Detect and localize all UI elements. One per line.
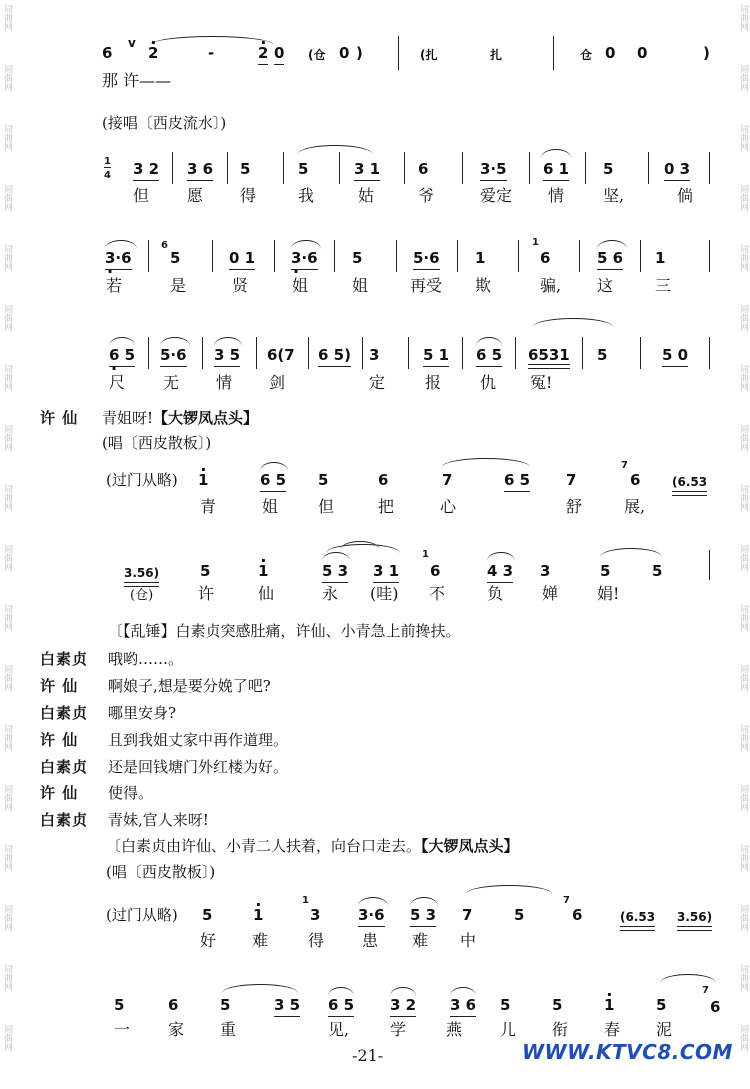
note: 5	[202, 906, 213, 924]
note: 3	[540, 562, 551, 580]
slur	[326, 544, 400, 553]
interlude-note: (过门从略)	[106, 471, 178, 489]
lyric: 再受	[410, 276, 443, 295]
barline	[529, 152, 530, 184]
speaker: 许 仙	[40, 677, 79, 695]
note: 3 1	[354, 160, 381, 178]
note: 5	[114, 996, 125, 1014]
slur	[260, 462, 288, 471]
time-sig-bottom: 4	[104, 170, 111, 181]
slur	[390, 987, 416, 996]
lyric: 姑	[358, 186, 375, 205]
lyric: 无	[163, 373, 180, 392]
speaker: 许 仙	[40, 784, 79, 802]
lyric: 情	[216, 373, 233, 392]
grace-note: 1	[302, 895, 309, 906]
note: 3.56)	[677, 910, 713, 924]
lyrics: 那 许——	[102, 71, 172, 90]
watermark-text: 词曲网	[2, 964, 12, 991]
watermark-text: 词曲网	[738, 424, 748, 451]
watermark-text: 词曲网	[2, 424, 12, 451]
speaker: 白素贞	[40, 811, 89, 829]
note: 3·5	[480, 160, 507, 178]
note: 6	[102, 44, 113, 62]
lyric: 爷	[418, 186, 435, 205]
note: 6 5	[504, 471, 531, 489]
stage-direction-text: 〔白素贞由许仙、小青二人扶着，向台口走去。	[106, 837, 422, 855]
lyric: 仇	[480, 373, 497, 392]
lyric: 但	[133, 186, 150, 205]
note: 3 1	[373, 562, 400, 580]
watermark-text: 词曲网	[738, 784, 748, 811]
dialogue-line: 还是回钱塘门外红楼为好。	[108, 758, 289, 776]
barline	[582, 337, 583, 369]
lyric: 永	[322, 584, 339, 603]
tempo-marking: (接唱〔西皮流水〕)	[102, 114, 227, 132]
note: 5	[352, 249, 363, 267]
lyric: 不	[429, 584, 446, 603]
note: 6 1	[543, 160, 570, 178]
note: 6 5	[328, 996, 355, 1014]
watermark-text: 词曲网	[2, 904, 12, 931]
dialogue-line: 使得。	[108, 784, 154, 802]
lyric: 负	[487, 584, 504, 603]
slur	[597, 240, 627, 249]
dialogue-line: 青妹,官人来呀!	[108, 811, 209, 829]
lyric: 展,	[624, 497, 646, 516]
grace-note: 7	[621, 460, 628, 471]
page-number: -21-	[352, 1046, 384, 1065]
slur	[466, 885, 552, 894]
note: 6	[378, 471, 389, 489]
time-sig-top: 1	[104, 156, 111, 167]
note: 3 5	[274, 996, 301, 1014]
lyric: 衔	[552, 1020, 569, 1039]
lyric: 这	[597, 276, 614, 295]
note: 7	[462, 906, 473, 924]
note: 6	[572, 906, 583, 924]
stage-direction: 〔【乱锤】白素贞突感肚痛，许仙、小青急上前搀扶。	[108, 622, 461, 640]
note: 5	[298, 160, 309, 178]
left-watermark-strip	[0, 0, 14, 1089]
watermark-text: 词曲网	[738, 124, 748, 151]
grace-note: 7	[702, 985, 709, 996]
note: · 2	[148, 44, 158, 62]
lyric: 患	[362, 931, 379, 950]
lyric: 青	[200, 497, 217, 516]
watermark-text: 词曲网	[738, 4, 748, 31]
percussion: (仓	[308, 48, 326, 62]
barline	[462, 152, 463, 184]
barline	[283, 152, 284, 184]
note: 6	[540, 249, 551, 267]
lyric: 泥	[656, 1020, 673, 1039]
percussion-cue: 【大锣凤点头】	[153, 409, 259, 427]
right-watermark-strip	[736, 0, 750, 1089]
tempo-marking: (唱〔西皮散板〕)	[106, 863, 216, 881]
note: 6	[630, 471, 641, 489]
lyric: 把	[378, 497, 395, 516]
slur	[328, 987, 354, 996]
note: 5	[656, 996, 667, 1014]
note: 5	[600, 562, 611, 580]
barline	[515, 337, 516, 369]
lyric: 仙	[258, 584, 275, 603]
lyric: 坚,	[603, 186, 625, 205]
note: -	[208, 44, 215, 62]
note: 5 0	[662, 346, 689, 364]
dialogue-line: 哦哟……。	[108, 650, 184, 668]
watermark-text: 词曲网	[738, 904, 748, 931]
lyric: 心	[440, 497, 457, 516]
paren: )	[356, 44, 363, 62]
watermark-text: 词曲网	[738, 364, 748, 391]
barline	[408, 337, 409, 369]
grace-note: 6	[161, 240, 168, 251]
note: (6.53	[620, 910, 656, 924]
slur	[450, 987, 476, 996]
lyric: 骗,	[540, 276, 562, 295]
watermark-text: 词曲网	[738, 844, 748, 871]
note: · 2	[258, 44, 268, 62]
watermark-text: 词曲网	[2, 604, 12, 631]
watermark-text: 词曲网	[2, 1024, 12, 1051]
watermark-text: 词曲网	[2, 784, 12, 811]
watermark-text: 词曲网	[738, 484, 748, 511]
lyric: 剑	[269, 373, 286, 392]
speaker: 白素贞	[40, 704, 89, 722]
barline	[709, 240, 710, 272]
slur	[150, 36, 274, 45]
barline	[227, 152, 228, 184]
note: 5	[240, 160, 251, 178]
watermark-text: 词曲网	[2, 304, 12, 331]
note: 5 3	[322, 562, 349, 580]
barline	[396, 240, 397, 272]
lyric: 冤!	[530, 373, 553, 392]
speaker: 许 仙	[40, 409, 79, 427]
lyric: 报	[425, 373, 442, 392]
watermark-text: 词曲网	[2, 364, 12, 391]
lyric: 若	[106, 276, 123, 295]
note: · 1	[258, 562, 268, 580]
barline	[462, 337, 463, 369]
note: · 1	[198, 471, 208, 489]
lyric: 定	[369, 373, 386, 392]
note: 0	[637, 44, 648, 62]
lyric: 但	[318, 497, 335, 516]
watermark-text: 词曲网	[2, 184, 12, 211]
lyric: 娟!	[597, 584, 620, 603]
slur	[358, 897, 388, 906]
note: 5 6	[597, 249, 624, 267]
note: 5	[603, 160, 614, 178]
note: 6531	[528, 346, 570, 364]
note: 6	[430, 562, 441, 580]
slur	[533, 318, 613, 327]
lyric: 是	[170, 276, 187, 295]
note: · 6 5	[109, 346, 135, 364]
watermark-text: 词曲网	[738, 964, 748, 991]
note: 0 3	[664, 160, 691, 178]
note: 7	[566, 471, 577, 489]
speaker: 白素贞	[40, 758, 89, 776]
barline	[172, 152, 173, 184]
tempo-marking: (唱〔西皮散板〕)	[102, 434, 212, 452]
note: 6 5	[260, 471, 287, 489]
note: 3·6	[358, 906, 385, 924]
note: 3	[310, 906, 321, 924]
note: 0 1	[229, 249, 256, 267]
dialogue-line: 哪里安身?	[108, 704, 177, 722]
lyric: 舒	[566, 497, 583, 516]
lyric: 家	[168, 1020, 185, 1039]
watermark-text: 词曲网	[2, 544, 12, 571]
lyric: 我	[298, 186, 315, 205]
barline	[404, 152, 405, 184]
barline	[398, 36, 399, 70]
lyric: 姐	[352, 276, 369, 295]
lyric: 姐	[262, 497, 279, 516]
watermark-text: 词曲网	[738, 544, 748, 571]
grace-note: 1	[422, 549, 429, 560]
dialogue-line	[102, 408, 258, 428]
lyric: 一	[114, 1020, 131, 1039]
paren: )	[703, 44, 710, 62]
site-watermark: WWW.KTVC8.COM	[522, 1040, 733, 1064]
watermark-text: 词曲网	[2, 124, 12, 151]
note: 6 5)	[318, 346, 351, 364]
note: 6	[168, 996, 179, 1014]
watermark-text: 词曲网	[738, 604, 748, 631]
note: 6	[418, 160, 429, 178]
note: 5·6	[160, 346, 187, 364]
barline	[709, 550, 710, 580]
breath-mark: v	[128, 36, 136, 50]
lyric: 难	[412, 931, 429, 950]
watermark-text: 词曲网	[2, 4, 12, 31]
note: · 1	[253, 906, 263, 924]
note: 3 6	[187, 160, 214, 178]
dialogue-line: 且到我姐丈家中再作道理。	[108, 731, 289, 749]
watermark-text: 词曲网	[2, 484, 12, 511]
dialogue-text: 青姐呀!	[102, 409, 154, 427]
watermark-text: 词曲网	[2, 724, 12, 751]
watermark-text: 词曲网	[2, 64, 12, 91]
lyric: 倘	[677, 186, 694, 205]
note: · 3·6	[105, 249, 132, 267]
barline	[308, 337, 309, 369]
note: 6 5	[476, 346, 503, 364]
note: 5	[318, 471, 329, 489]
barline	[457, 240, 458, 272]
barline	[709, 152, 710, 184]
lyric: 三	[655, 276, 672, 295]
watermark-text: 词曲网	[738, 244, 748, 271]
note: 3.56)	[124, 566, 160, 580]
note: 0	[274, 44, 285, 62]
barline	[362, 337, 363, 369]
note: 7	[442, 471, 453, 489]
slur	[600, 548, 662, 557]
barline	[212, 240, 213, 272]
lyric: 尺	[109, 373, 126, 392]
barline	[148, 337, 149, 369]
grace-note: 7	[563, 895, 570, 906]
percussion-cue: 【大锣凤点头】	[421, 837, 519, 855]
watermark-text: 词曲网	[2, 244, 12, 271]
lyric: 学	[390, 1020, 407, 1039]
lyric: (哇)	[370, 584, 399, 603]
note: 1	[475, 249, 486, 267]
lyric: 贤	[232, 276, 249, 295]
lyric: 见,	[328, 1020, 350, 1039]
watermark-text: 词曲网	[738, 64, 748, 91]
barline	[148, 240, 149, 272]
note: 5	[597, 346, 608, 364]
lyric: 燕	[446, 1020, 463, 1039]
note: 5	[220, 996, 231, 1014]
slur	[442, 458, 530, 467]
watermark-text: 词曲网	[2, 664, 12, 691]
slur	[291, 240, 321, 249]
note: 6(7	[267, 346, 295, 364]
barline	[274, 240, 275, 272]
slur	[487, 552, 515, 561]
slur	[541, 149, 571, 158]
slur	[410, 897, 438, 906]
lyric: 许	[198, 584, 215, 603]
slur	[214, 337, 242, 346]
percussion: 仓	[580, 48, 593, 62]
note: 4 3	[487, 562, 514, 580]
lyric: 难	[252, 931, 269, 950]
slur	[298, 145, 372, 154]
slur	[160, 337, 190, 346]
barline	[709, 337, 710, 369]
barline	[553, 36, 554, 70]
note: 5	[652, 562, 663, 580]
lyric: 情	[548, 186, 565, 205]
watermark-text: 词曲网	[738, 304, 748, 331]
barline	[640, 240, 641, 272]
percussion: 扎	[490, 48, 503, 62]
watermark-text: 词曲网	[738, 184, 748, 211]
lyric: 姐	[292, 276, 309, 295]
note: 0	[605, 44, 616, 62]
barline	[585, 152, 586, 184]
watermark-text: 词曲网	[738, 1024, 748, 1051]
note: 5	[170, 249, 181, 267]
barline	[648, 152, 649, 184]
slur	[109, 337, 135, 346]
dialogue-line: 啊娘子,想是要分娩了吧?	[108, 677, 271, 695]
note: (6.53	[672, 475, 708, 489]
percussion: (扎	[420, 48, 438, 62]
lyric: 中	[460, 931, 477, 950]
interlude-note: (过门从略)	[106, 906, 178, 924]
slur	[105, 240, 137, 249]
lyric: (仓)	[130, 588, 154, 603]
barline	[256, 337, 257, 369]
lyric: 爱定	[480, 186, 513, 205]
note: 5·6	[413, 249, 440, 267]
slur	[660, 974, 716, 983]
grace-note: 1	[532, 237, 539, 248]
note: 5 1	[423, 346, 450, 364]
slur	[322, 552, 350, 561]
barline	[640, 337, 641, 369]
note: 3 6	[450, 996, 477, 1014]
note: 5	[552, 996, 563, 1014]
stage-direction	[106, 836, 519, 856]
barline	[518, 240, 519, 272]
note: 5	[200, 562, 211, 580]
note: 3 2	[133, 160, 160, 178]
lyric: 得	[240, 186, 257, 205]
barline	[334, 240, 335, 272]
note: · 3·6	[291, 249, 318, 267]
watermark-text: 词曲网	[738, 664, 748, 691]
watermark-text: 词曲网	[738, 724, 748, 751]
lyric: 春	[604, 1020, 621, 1039]
barline	[339, 152, 340, 184]
note: 5	[500, 996, 511, 1014]
lyric: 愿	[187, 186, 204, 205]
barline	[579, 240, 580, 272]
lyric: 好	[200, 931, 217, 950]
note: 5	[514, 906, 525, 924]
note: 3 5	[214, 346, 241, 364]
watermark-text: 词曲网	[2, 844, 12, 871]
note: 3 2	[390, 996, 417, 1014]
speaker: 白素贞	[40, 650, 89, 668]
lyric: 重	[220, 1020, 237, 1039]
barline	[202, 337, 203, 369]
note: 3	[369, 346, 380, 364]
note: · 1	[604, 996, 614, 1014]
note: 6	[710, 998, 721, 1016]
note: 5 3	[410, 906, 437, 924]
slur	[222, 984, 298, 993]
lyric: 婵	[542, 584, 559, 603]
note: 0	[339, 44, 350, 62]
slur	[476, 337, 502, 346]
lyric: 得	[308, 931, 325, 950]
lyric: 欺	[475, 276, 492, 295]
lyric: 儿	[500, 1020, 517, 1039]
speaker: 许 仙	[40, 731, 79, 749]
note: 1	[655, 249, 666, 267]
